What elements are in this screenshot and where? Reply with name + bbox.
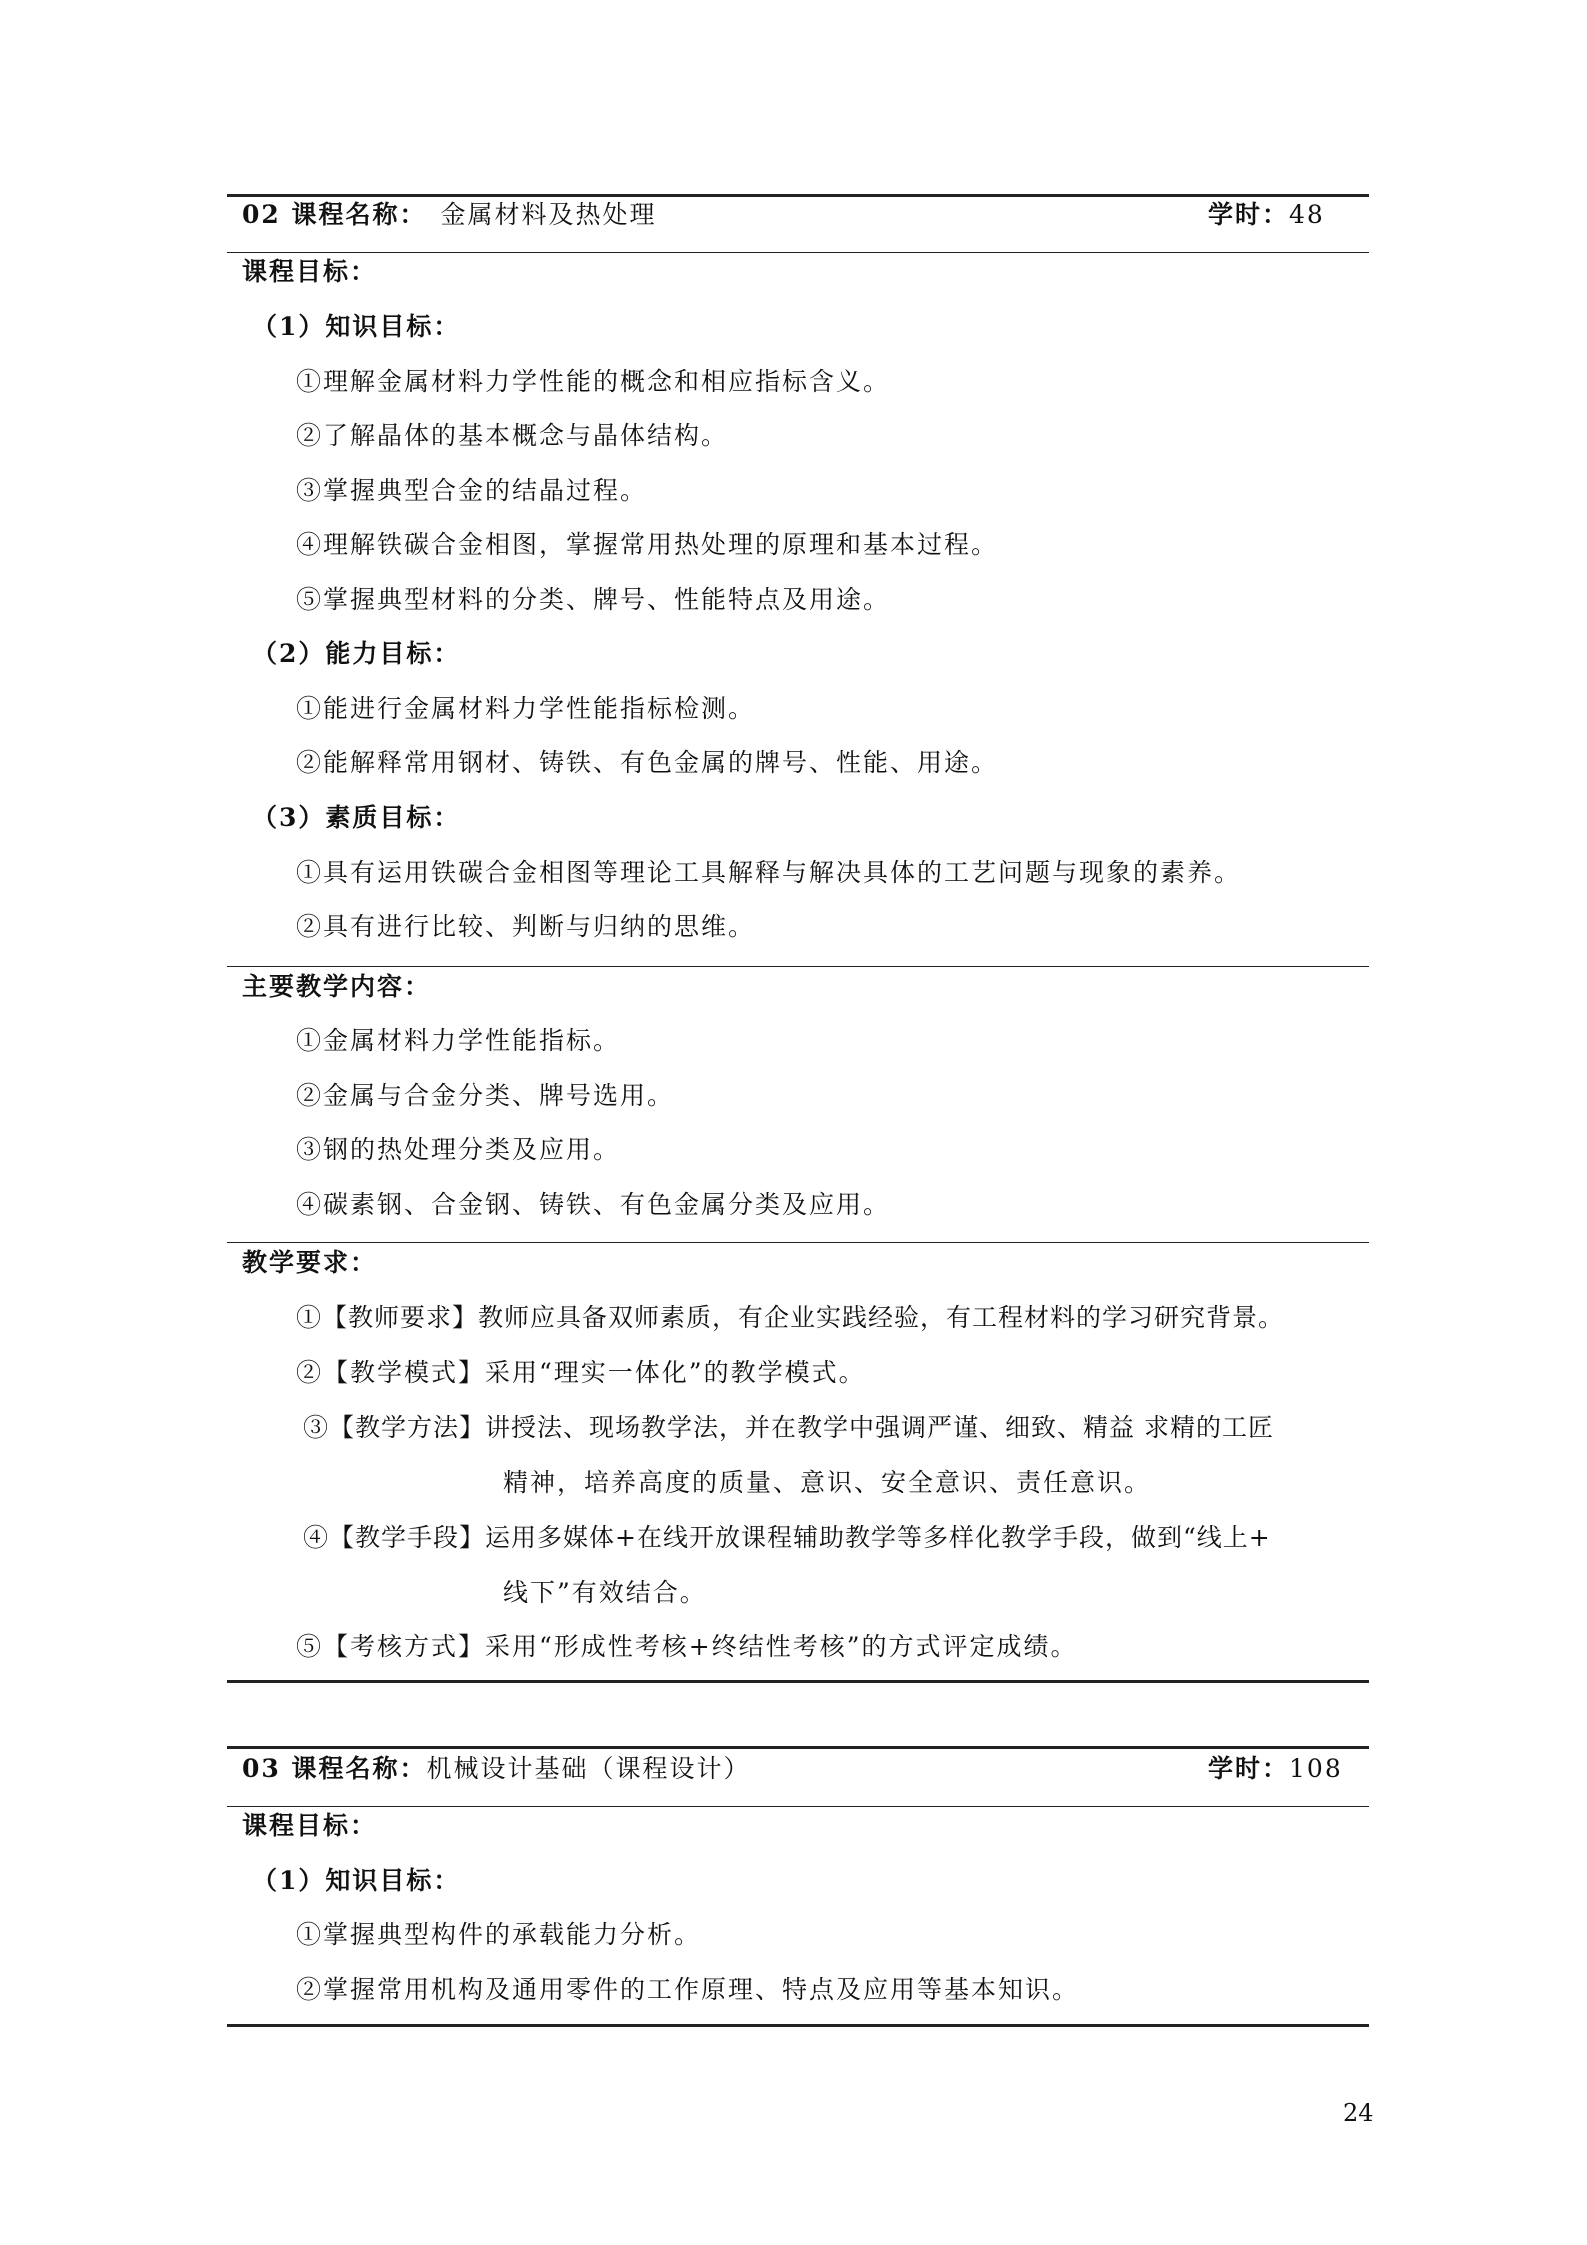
course2-hours-value: 48 xyxy=(1289,200,1325,229)
course3-knowledge-item: ①掌握典型构件的承载能力分析。 xyxy=(296,1920,702,1949)
course2-knowledge-item: ②了解晶体的基本概念与晶体结构。 xyxy=(296,421,729,450)
course2-quality-item: ②具有进行比较、判断与归纳的思维。 xyxy=(296,912,756,941)
page-number: 24 xyxy=(1343,2099,1374,2127)
course2-top-rule xyxy=(227,194,1369,197)
course2-content-heading: 主要教学内容： xyxy=(242,972,432,1001)
course2-ability-item: ①能进行金属材料力学性能指标检测。 xyxy=(296,694,756,723)
course2-req-item-continued: 精神，培养高度的质量、意识、安全意识、责任意识。 xyxy=(503,1468,1152,1497)
course2-content-item: ①金属材料力学性能指标。 xyxy=(296,1026,621,1055)
course3-goals-heading: 课程目标： xyxy=(242,1811,378,1840)
course2-hours xyxy=(1208,198,1325,232)
course2-knowledge-item: ③掌握典型合金的结晶过程。 xyxy=(296,476,648,505)
course2-quality-item: ①具有运用铁碳合金相图等理论工具解释与解决具体的工艺问题与现象的素养。 xyxy=(296,858,1242,887)
course3-hours-label: 学时： xyxy=(1208,1754,1290,1783)
course2-req-heading: 教学要求： xyxy=(242,1248,378,1277)
course3-hours-value: 108 xyxy=(1289,1754,1343,1783)
course2-content-rule xyxy=(227,966,1369,967)
course2-content-item: ③钢的热处理分类及应用。 xyxy=(296,1135,621,1164)
course2-content-item: ②金属与合金分类、牌号选用。 xyxy=(296,1081,675,1110)
course2-header xyxy=(242,198,657,232)
course2-knowledge-item: ⑤掌握典型材料的分类、牌号、性能特点及用途。 xyxy=(296,585,891,614)
course3-top-rule xyxy=(227,1746,1369,1749)
course3-header xyxy=(242,1752,751,1786)
course2-bottom-rule xyxy=(227,1680,1369,1683)
course2-req-item: ③【教学方法】讲授法、现场教学法，并在教学中强调严谨、细致、精益 求精的工匠 xyxy=(303,1413,1274,1442)
course2-knowledge-item: ④理解铁碳合金相图，掌握常用热处理的原理和基本过程。 xyxy=(296,530,999,559)
course2-ability-item: ②能解释常用钢材、铸铁、有色金属的牌号、性能、用途。 xyxy=(296,748,999,777)
course3-hours xyxy=(1208,1752,1343,1786)
course2-ability-heading: （2）能力目标： xyxy=(252,639,461,668)
course2-req-rule xyxy=(227,1242,1369,1243)
course2-knowledge-item: ①理解金属材料力学性能的概念和相应指标含义。 xyxy=(296,367,891,396)
course2-req-item: ②【教学模式】采用“理实一体化”的教学模式。 xyxy=(296,1358,866,1387)
course2-req-item-continued: 线下”有效结合。 xyxy=(503,1578,707,1607)
course2-req-item: ⑤【考核方式】采用“形成性考核+终结性考核”的方式评定成绩。 xyxy=(296,1632,1078,1661)
course3-name: 机械设计基础（课程设计） xyxy=(426,1754,751,1783)
course3-knowledge-item: ②掌握常用机构及通用零件的工作原理、特点及应用等基本知识。 xyxy=(296,1975,1080,2004)
course3-header-label: 03 课程名称： xyxy=(242,1754,427,1783)
course3-knowledge-heading: （1）知识目标： xyxy=(252,1866,461,1895)
course2-name: 金属材料及热处理 xyxy=(440,200,657,229)
course3-bottom-rule xyxy=(227,2024,1369,2027)
course2-quality-heading: （3）素质目标： xyxy=(252,803,461,832)
course2-header-label: 02 课程名称： xyxy=(242,200,427,229)
course2-req-item: ④【教学手段】运用多媒体+在线开放课程辅助教学等多样化教学手段，做到“线上+ xyxy=(303,1523,1271,1552)
course2-header-rule xyxy=(227,252,1369,253)
course2-knowledge-heading: （1）知识目标： xyxy=(252,312,461,341)
course3-header-rule xyxy=(227,1806,1369,1807)
course2-hours-label: 学时： xyxy=(1208,200,1290,229)
course2-req-item: ①【教师要求】教师应具备双师素质，有企业实践经验，有工程材料的学习研究背景。 xyxy=(296,1303,1285,1332)
course2-content-item: ④碳素钢、合金钢、铸铁、有色金属分类及应用。 xyxy=(296,1190,891,1219)
course2-goals-heading: 课程目标： xyxy=(242,257,378,286)
